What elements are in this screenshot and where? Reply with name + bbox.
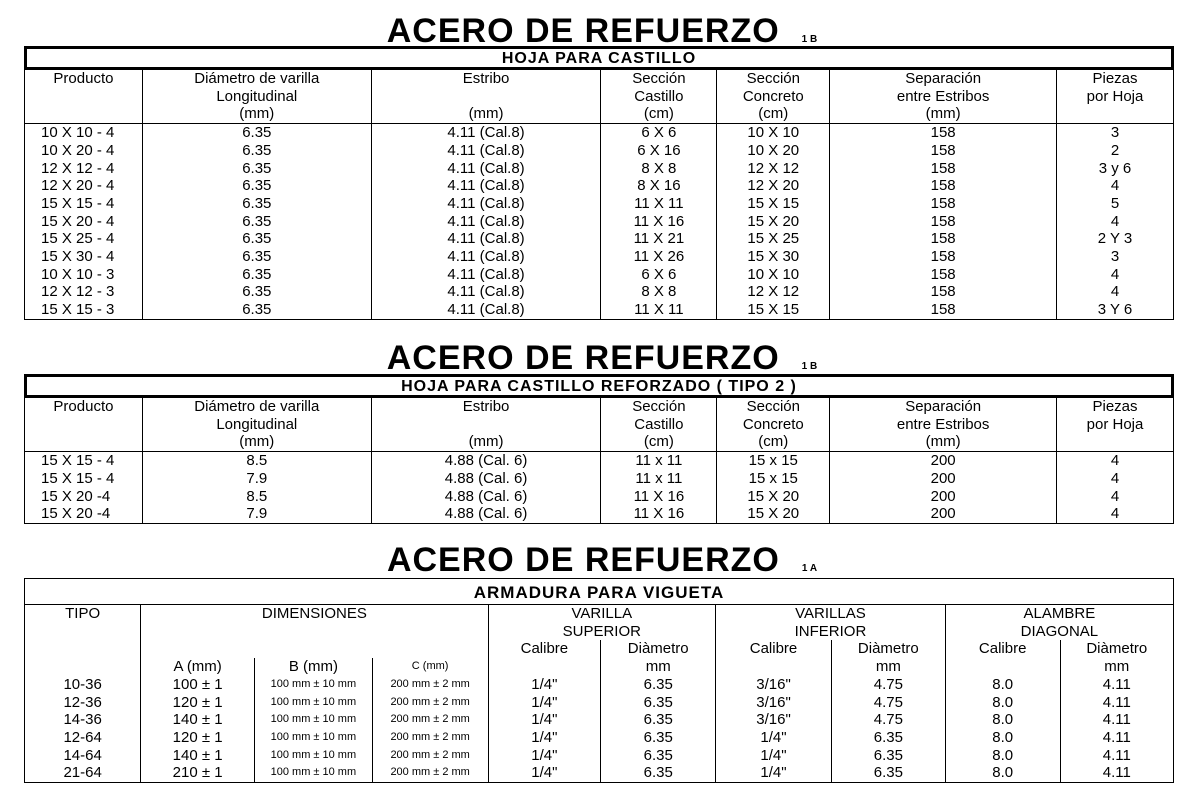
table-row — [25, 248, 1174, 266]
table-row — [25, 452, 1174, 470]
col-sup-mm: mm — [601, 658, 716, 676]
table-cell: 4 — [1057, 213, 1174, 231]
table-cell: 6.35 — [142, 177, 371, 195]
table-row — [25, 301, 1174, 319]
header-cell: (mm) — [371, 433, 601, 451]
header-cell: Separación — [830, 70, 1057, 88]
table-row — [25, 488, 1174, 506]
table-cell: 158 — [830, 142, 1057, 160]
section-3-title-text: ACERO DE REFUERZO — [386, 541, 780, 579]
table-cell: 3 Y 6 — [1057, 301, 1174, 319]
col-varilla-superior-1: VARILLA — [488, 605, 716, 623]
table-cell: 1/4" — [488, 747, 601, 765]
table-cell: 15 X 15 - 4 — [25, 470, 143, 488]
table-cell: 15 X 25 — [717, 230, 830, 248]
table-cell: 158 — [830, 124, 1057, 142]
table-cell: 15 X 15 - 3 — [25, 301, 143, 319]
table-cell: 4.11 (Cal.8) — [371, 195, 601, 213]
table-cell: 6.35 — [142, 266, 371, 284]
header-cell: Producto — [25, 398, 143, 416]
table-cell: 8.0 — [945, 694, 1060, 712]
table-cell: 6 X 6 — [601, 124, 717, 142]
table-row — [25, 470, 1174, 488]
table-cell: 8.5 — [142, 452, 371, 470]
table-cell: 12-36 — [63, 693, 102, 711]
table-cell: 8 X 8 — [601, 283, 717, 301]
table-row — [25, 160, 1174, 178]
table-cell: 100 mm ± 10 mm — [255, 711, 373, 729]
table-cell: 12 X 12 — [717, 160, 830, 178]
table-cell: 200 mm ± 2 mm — [372, 711, 488, 729]
table-cell: 158 — [830, 283, 1057, 301]
header-cell — [25, 88, 143, 106]
section-1-title-text: ACERO DE REFUERZO — [386, 12, 780, 50]
table-cell: 158 — [830, 213, 1057, 231]
header-cell: Diámetro de varilla — [142, 398, 371, 416]
table-cell: 4.11 — [1060, 694, 1173, 712]
table-row — [25, 729, 1173, 747]
table-cell: 15 x 15 — [717, 452, 830, 470]
table-cell: 200 mm ± 2 mm — [372, 694, 488, 712]
table-cell: 4.11 (Cal.8) — [371, 248, 601, 266]
table-cell: 11 x 11 — [601, 452, 717, 470]
header-cell: (cm) — [717, 433, 830, 451]
table-cell: 4.11 (Cal.8) — [371, 213, 601, 231]
col-inf-mm: mm — [831, 658, 945, 676]
blank — [488, 658, 601, 676]
section-3-tag: 1 A — [801, 563, 818, 574]
header-cell: Piezas — [1057, 70, 1174, 88]
table-cell: 120 ± 1 — [141, 694, 255, 712]
table-row — [25, 694, 1173, 712]
header-cell: por Hoja — [1057, 88, 1174, 106]
table-cell: 15 X 25 - 4 — [25, 230, 143, 248]
table-cell: 4 — [1057, 452, 1174, 470]
table-cell: 11 X 16 — [601, 213, 717, 231]
table-cell: 200 — [830, 470, 1057, 488]
table-cell: 158 — [830, 266, 1057, 284]
table-cell: 2 Y 3 — [1057, 230, 1174, 248]
table-cell: 12 X 20 - 4 — [25, 177, 143, 195]
col-diag-mm: mm — [1060, 658, 1173, 676]
table-cell: 6.35 — [601, 764, 716, 782]
table-cell: 8 X 16 — [601, 177, 717, 195]
table-row — [25, 142, 1174, 160]
col-varillas-inferior-2: INFERIOR — [716, 623, 946, 641]
header-cell: Sección — [601, 70, 717, 88]
table-cell: 200 mm ± 2 mm — [372, 676, 488, 694]
table-cell: 6.35 — [142, 283, 371, 301]
table-row — [25, 676, 1173, 694]
blank — [25, 640, 141, 658]
table-cell: 4.75 — [831, 711, 945, 729]
table-cell: 4.11 (Cal.8) — [371, 177, 601, 195]
header-cell — [25, 433, 143, 451]
castillo-reforzado-table — [24, 398, 1174, 524]
header-cell: (cm) — [717, 105, 830, 123]
table-cell: 6.35 — [142, 213, 371, 231]
table-cell: 4.11 — [1060, 676, 1173, 694]
table-cell: 15 X 15 - 4 — [25, 452, 143, 470]
header-cell: (mm) — [142, 433, 371, 451]
table-cell: 11 X 16 — [601, 505, 717, 523]
header-cell — [371, 88, 601, 106]
table-cell: 4.11 (Cal.8) — [371, 142, 601, 160]
table-cell: 3/16" — [716, 694, 832, 712]
section-2-subtitle: HOJA PARA CASTILLO REFORZADO ( TIPO 2 ) — [24, 374, 1174, 398]
table-cell: 6.35 — [601, 694, 716, 712]
header-cell — [25, 105, 143, 123]
table-cell: 140 ± 1 — [141, 711, 255, 729]
table-cell: 100 mm ± 10 mm — [255, 694, 373, 712]
header-cell: Piezas — [1057, 398, 1174, 416]
table-cell: 4 — [1057, 488, 1174, 506]
table-cell: 10 X 10 — [717, 124, 830, 142]
blank — [716, 658, 832, 676]
col-diag-calibre: Calibre — [945, 640, 1060, 658]
header-cell: (mm) — [830, 105, 1057, 123]
table-cell: 1/4" — [716, 764, 832, 782]
col-sup-calibre: Calibre — [488, 640, 601, 658]
table-cell: 6.35 — [142, 248, 371, 266]
section-2-title-text: ACERO DE REFUERZO — [386, 339, 780, 377]
col-c: C (mm) — [372, 658, 488, 676]
table-cell: 12 X 20 — [717, 177, 830, 195]
table-cell: 12 X 12 - 3 — [25, 283, 143, 301]
table-cell: 15 X 20 -4 — [25, 505, 143, 523]
table-cell: 100 mm ± 10 mm — [255, 747, 373, 765]
table-cell: 158 — [830, 248, 1057, 266]
header-cell: Longitudinal — [142, 88, 371, 106]
table-cell: 21-64 — [63, 764, 102, 782]
table-cell: 200 mm ± 2 mm — [372, 764, 488, 782]
table-cell: 8.5 — [142, 488, 371, 506]
header-cell: entre Estribos — [830, 416, 1057, 434]
header-cell — [371, 416, 601, 434]
col-tipo-blank — [25, 623, 141, 641]
table-cell: 15 X 20 — [717, 505, 830, 523]
table-cell: 4.11 (Cal.8) — [371, 230, 601, 248]
table-cell: 4 — [1057, 505, 1174, 523]
col-varilla-superior-2: SUPERIOR — [488, 623, 716, 641]
header-cell: Estribo — [371, 398, 601, 416]
section-3-box — [24, 578, 1174, 783]
section-1-subtitle: HOJA PARA CASTILLO — [24, 46, 1174, 70]
castillo-table — [24, 70, 1174, 320]
table-cell: 6.35 — [142, 160, 371, 178]
table-cell: 11 X 11 — [601, 195, 717, 213]
table-cell: 158 — [830, 230, 1057, 248]
table-cell: 3 y 6 — [1057, 160, 1174, 178]
col-tipo: TIPO — [65, 605, 101, 622]
section-3-subtitle: ARMADURA PARA VIGUETA — [25, 579, 1173, 605]
table-cell: 6.35 — [831, 729, 945, 747]
blank — [141, 640, 488, 658]
table-cell: 6.35 — [831, 764, 945, 782]
header-cell: (cm) — [601, 433, 717, 451]
table-row — [25, 195, 1174, 213]
table-row — [25, 711, 1173, 729]
table-cell: 200 mm ± 2 mm — [372, 729, 488, 747]
table-cell: 15 x 15 — [717, 470, 830, 488]
table-cell: 100 mm ± 10 mm — [255, 676, 373, 694]
table-row — [25, 124, 1174, 142]
table-cell: 10 X 10 - 4 — [25, 124, 143, 142]
table-row — [25, 283, 1174, 301]
table-cell: 4.11 — [1060, 747, 1173, 765]
table-cell: 11 x 11 — [601, 470, 717, 488]
table-cell: 1/4" — [488, 676, 601, 694]
table-cell: 4 — [1057, 283, 1174, 301]
header-cell: Separación — [830, 398, 1057, 416]
table-cell: 200 — [830, 452, 1057, 470]
table-cell: 3/16" — [716, 676, 832, 694]
table-cell: 2 — [1057, 142, 1174, 160]
table-cell: 1/4" — [488, 764, 601, 782]
table-cell: 14-36 — [63, 711, 102, 729]
table-cell: 210 ± 1 — [141, 764, 255, 782]
header-cell: Diámetro de varilla — [142, 70, 371, 88]
table-cell: 11 X 26 — [601, 248, 717, 266]
table-cell: 1/4" — [488, 711, 601, 729]
header-cell: Castillo — [601, 88, 717, 106]
table-cell: 6.35 — [601, 747, 716, 765]
table-cell: 6.35 — [601, 676, 716, 694]
col-b: B (mm) — [255, 658, 373, 676]
table-cell: 6.35 — [142, 301, 371, 319]
table-cell: 10-36 — [63, 675, 102, 693]
table-cell: 11 X 11 — [601, 301, 717, 319]
table-cell: 100 mm ± 10 mm — [255, 729, 373, 747]
table-row — [25, 747, 1173, 765]
table-row — [25, 505, 1174, 523]
table-cell: 15 X 30 - 4 — [25, 248, 143, 266]
table-cell: 8.0 — [945, 676, 1060, 694]
table-row — [25, 764, 1173, 782]
table-cell: 4.75 — [831, 694, 945, 712]
header-cell: (cm) — [601, 105, 717, 123]
table-cell: 4.11 — [1060, 764, 1173, 782]
table-cell: 6.35 — [601, 711, 716, 729]
table-cell: 6 X 6 — [601, 266, 717, 284]
table-row — [25, 213, 1174, 231]
table-cell: 4.88 (Cal. 6) — [371, 505, 601, 523]
table-cell: 11 X 16 — [601, 488, 717, 506]
table-cell: 15 X 30 — [717, 248, 830, 266]
table-cell: 6.35 — [142, 195, 371, 213]
table-cell: 4 — [1057, 470, 1174, 488]
table-cell: 6.35 — [142, 230, 371, 248]
section-1-box — [24, 46, 1174, 320]
col-dimensiones: DIMENSIONES — [141, 605, 488, 623]
col-sup-diametro: Diàmetro — [601, 640, 716, 658]
table-cell: 4.11 — [1060, 711, 1173, 729]
table-cell: 1/4" — [488, 694, 601, 712]
header-cell: (mm) — [830, 433, 1057, 451]
section-2-tag: 1 B — [801, 361, 818, 372]
table-cell: 10 X 10 — [717, 266, 830, 284]
header-cell — [1057, 105, 1174, 123]
table-cell: 4.11 (Cal.8) — [371, 124, 601, 142]
table-cell: 4.88 (Cal. 6) — [371, 488, 601, 506]
col-dimensiones-blank — [141, 623, 488, 641]
table-cell: 158 — [830, 301, 1057, 319]
header-cell: Concreto — [717, 88, 830, 106]
blank — [945, 658, 1060, 676]
table-cell: 15 X 15 — [717, 301, 830, 319]
table-cell: 15 X 20 - 4 — [25, 213, 143, 231]
table-cell: 4 — [1057, 177, 1174, 195]
table-cell: 158 — [830, 177, 1057, 195]
header-cell: (mm) — [142, 105, 371, 123]
table-row — [25, 230, 1174, 248]
blank — [25, 658, 141, 676]
table-cell: 6.35 — [142, 142, 371, 160]
table-cell: 158 — [830, 160, 1057, 178]
table-cell: 158 — [830, 195, 1057, 213]
table-cell: 8 X 8 — [601, 160, 717, 178]
table-cell: 5 — [1057, 195, 1174, 213]
table-cell: 6 X 16 — [601, 142, 717, 160]
header-cell — [1057, 433, 1174, 451]
table-cell: 4.11 (Cal.8) — [371, 301, 601, 319]
table-cell: 15 X 20 — [717, 488, 830, 506]
table-cell: 7.9 — [142, 505, 371, 523]
table-cell: 100 mm ± 10 mm — [255, 764, 373, 782]
table-cell: 3 — [1057, 248, 1174, 266]
table-cell: 7.9 — [142, 470, 371, 488]
header-cell: Longitudinal — [142, 416, 371, 434]
table-cell: 1/4" — [488, 729, 601, 747]
table-cell: 8.0 — [945, 764, 1060, 782]
col-diag-diametro: Diàmetro — [1060, 640, 1173, 658]
header-cell: entre Estribos — [830, 88, 1057, 106]
table-cell: 4.11 (Cal.8) — [371, 160, 601, 178]
col-a: A (mm) — [141, 658, 255, 676]
header-cell: (mm) — [371, 105, 601, 123]
table-cell: 4.88 (Cal. 6) — [371, 452, 601, 470]
table-cell: 8.0 — [945, 711, 1060, 729]
table-cell: 6.35 — [142, 124, 371, 142]
table-cell: 10 X 20 — [717, 142, 830, 160]
section-2-box — [24, 374, 1174, 524]
col-inf-diametro: Diàmetro — [831, 640, 945, 658]
table-cell: 3/16" — [716, 711, 832, 729]
table-cell: 200 — [830, 488, 1057, 506]
table-cell: 6.35 — [601, 729, 716, 747]
table-cell: 4.75 — [831, 676, 945, 694]
header-cell: Producto — [25, 70, 143, 88]
table-cell: 200 — [830, 505, 1057, 523]
table-cell: 12 X 12 — [717, 283, 830, 301]
table-row — [25, 177, 1174, 195]
header-cell: Estribo — [371, 70, 601, 88]
table-cell: 200 mm ± 2 mm — [372, 747, 488, 765]
table-cell: 4.11 — [1060, 729, 1173, 747]
col-alambre-diagonal-1: ALAMBRE — [945, 605, 1173, 623]
header-cell — [25, 416, 143, 434]
col-varillas-inferior-1: VARILLAS — [716, 605, 946, 623]
table-cell: 8.0 — [945, 729, 1060, 747]
table-row — [25, 266, 1174, 284]
table-cell: 11 X 21 — [601, 230, 717, 248]
table-cell: 100 ± 1 — [141, 676, 255, 694]
col-alambre-diagonal-2: DIAGONAL — [945, 623, 1173, 641]
table-cell: 10 X 10 - 3 — [25, 266, 143, 284]
section-1-tag: 1 B — [801, 34, 818, 45]
table-cell: 15 X 20 -4 — [25, 488, 143, 506]
header-cell: Concreto — [717, 416, 830, 434]
vigueta-table — [25, 605, 1173, 782]
table-cell: 15 X 15 - 4 — [25, 195, 143, 213]
table-cell: 15 X 15 — [717, 195, 830, 213]
table-cell: 140 ± 1 — [141, 747, 255, 765]
table-cell: 14-64 — [63, 746, 102, 764]
table-cell: 120 ± 1 — [141, 729, 255, 747]
table-cell: 4.11 (Cal.8) — [371, 283, 601, 301]
header-cell: Sección — [601, 398, 717, 416]
table-cell: 6.35 — [831, 747, 945, 765]
header-cell: Sección — [717, 398, 830, 416]
header-cell: Sección — [717, 70, 830, 88]
table-cell: 4.11 (Cal.8) — [371, 266, 601, 284]
table-cell: 8.0 — [945, 747, 1060, 765]
table-cell: 10 X 20 - 4 — [25, 142, 143, 160]
col-inf-calibre: Calibre — [716, 640, 832, 658]
table-cell: 12-64 — [63, 728, 102, 746]
table-cell: 1/4" — [716, 747, 832, 765]
table-cell: 12 X 12 - 4 — [25, 160, 143, 178]
header-cell: Castillo — [601, 416, 717, 434]
table-cell: 3 — [1057, 124, 1174, 142]
table-cell: 1/4" — [716, 729, 832, 747]
table-cell: 15 X 20 — [717, 213, 830, 231]
table-cell: 4 — [1057, 266, 1174, 284]
table-cell: 4.88 (Cal. 6) — [371, 470, 601, 488]
header-cell: por Hoja — [1057, 416, 1174, 434]
